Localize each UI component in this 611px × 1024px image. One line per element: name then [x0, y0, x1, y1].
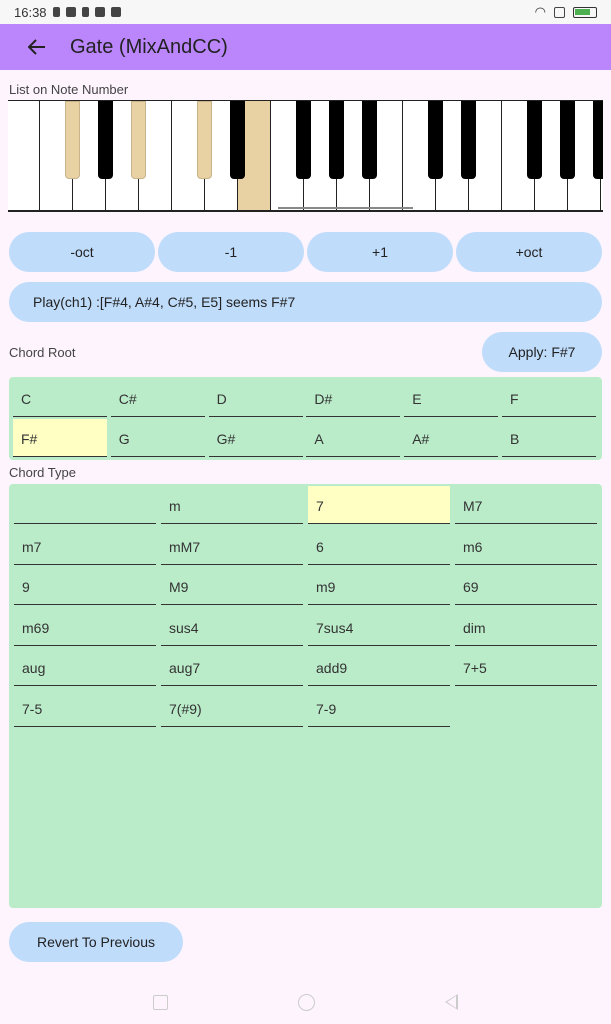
- play-status-button[interactable]: Play(ch1) :[F#4, A#4, C#5, E5] seems F#7: [9, 282, 602, 322]
- chord-root-f[interactable]: F: [502, 379, 596, 417]
- chord-root-e[interactable]: E: [404, 379, 498, 417]
- cloud-icon: [66, 7, 76, 17]
- white-key-E4[interactable]: [8, 101, 40, 211]
- semitone-down-button[interactable]: -1: [158, 232, 304, 272]
- chord-type-label: Chord Type: [9, 465, 76, 480]
- recents-icon[interactable]: [153, 995, 168, 1010]
- chord-type-m7[interactable]: m7: [14, 527, 156, 565]
- keyboard-label: List on Note Number: [9, 82, 129, 97]
- back-arrow-icon[interactable]: [26, 36, 48, 58]
- chord-root-g[interactable]: G: [111, 419, 205, 457]
- chord-type-m69[interactable]: m69: [14, 608, 156, 646]
- chord-root-c[interactable]: C: [13, 379, 107, 417]
- home-icon[interactable]: [298, 994, 315, 1011]
- chord-type-M9[interactable]: M9: [161, 567, 303, 605]
- wifi-icon: ◠: [534, 4, 546, 19]
- chord-root-a[interactable]: A: [306, 419, 400, 457]
- sim-off-icon: [554, 7, 565, 18]
- back-nav-icon[interactable]: [445, 994, 458, 1010]
- black-key-Fs4[interactable]: [65, 101, 80, 179]
- chord-type-9[interactable]: 9: [14, 567, 156, 605]
- youtube-icon: [95, 7, 105, 17]
- chord-type-6[interactable]: 6: [308, 527, 450, 565]
- chord-type-7_9[interactable]: 7-9: [308, 689, 450, 727]
- chord-type-7sus4[interactable]: 7sus4: [308, 608, 450, 646]
- chord-type-sus4[interactable]: sus4: [161, 608, 303, 646]
- black-key-Ds6[interactable]: [461, 101, 476, 179]
- semitone-up-button[interactable]: +1: [307, 232, 453, 272]
- chord-root-grid: [9, 377, 602, 460]
- chord-type-add9[interactable]: add9: [308, 648, 450, 686]
- black-key-As4[interactable]: [131, 101, 146, 179]
- chord-root-fs[interactable]: F#: [13, 419, 107, 457]
- chord-type-7_5[interactable]: 7+5: [455, 648, 597, 686]
- revert-button[interactable]: Revert To Previous: [9, 922, 183, 962]
- black-key-Gs5[interactable]: [329, 101, 344, 179]
- chord-type-grid: [9, 484, 602, 908]
- chord-type-7[interactable]: 7: [308, 486, 450, 524]
- system-nav-bar: [0, 980, 611, 1024]
- black-key-Gs4[interactable]: [98, 101, 113, 179]
- page-title: Gate (MixAndCC): [70, 35, 228, 58]
- chord-root-as[interactable]: A#: [404, 419, 498, 457]
- black-key-Fs5[interactable]: [296, 101, 311, 179]
- status-time: 16:38: [14, 4, 47, 20]
- battery-icon: [573, 7, 597, 18]
- octave-up-button[interactable]: +oct: [456, 232, 602, 272]
- chord-type-69[interactable]: 69: [455, 567, 597, 605]
- black-key-As5[interactable]: [362, 101, 377, 179]
- chord-type-m6[interactable]: m6: [455, 527, 597, 565]
- chord-root-d[interactable]: D: [209, 379, 303, 417]
- octave-down-button[interactable]: -oct: [9, 232, 155, 272]
- chord-type-7_5[interactable]: 7-5: [14, 689, 156, 727]
- chord-type-major[interactable]: [14, 486, 156, 524]
- chord-type-mM7[interactable]: mM7: [161, 527, 303, 565]
- chord-type-aug7[interactable]: aug7: [161, 648, 303, 686]
- chord-type-aug[interactable]: aug: [14, 648, 156, 686]
- chord-type-m9[interactable]: m9: [308, 567, 450, 605]
- apply-chord-button[interactable]: Apply: F#7: [482, 332, 602, 372]
- bluetooth-icon: [53, 7, 60, 17]
- black-key-Gs6[interactable]: [560, 101, 575, 179]
- chord-root-ds[interactable]: D#: [306, 379, 400, 417]
- news-icon: [111, 7, 121, 17]
- black-key-As6[interactable]: [593, 101, 603, 179]
- chord-root-label: Chord Root: [9, 345, 76, 360]
- chord-type-7__9_[interactable]: 7(#9): [161, 689, 303, 727]
- chord-root-cs[interactable]: C#: [111, 379, 205, 417]
- status-bar: [0, 0, 611, 24]
- chord-root-gs[interactable]: G#: [209, 419, 303, 457]
- octave-button-row: [9, 232, 602, 272]
- app-bar: [0, 24, 611, 70]
- black-key-Fs6[interactable]: [527, 101, 542, 179]
- chord-type-m[interactable]: m: [161, 486, 303, 524]
- black-key-Cs5[interactable]: [197, 101, 212, 179]
- black-key-Cs6[interactable]: [428, 101, 443, 179]
- chord-type-dim[interactable]: dim: [455, 608, 597, 646]
- piano-keyboard[interactable]: [8, 100, 603, 212]
- keyboard-scroll-indicator[interactable]: [278, 207, 413, 209]
- black-key-Ds5[interactable]: [230, 101, 245, 179]
- notification-icon: [82, 7, 89, 17]
- chord-root-b[interactable]: B: [502, 419, 596, 457]
- chord-type-M7[interactable]: M7: [455, 486, 597, 524]
